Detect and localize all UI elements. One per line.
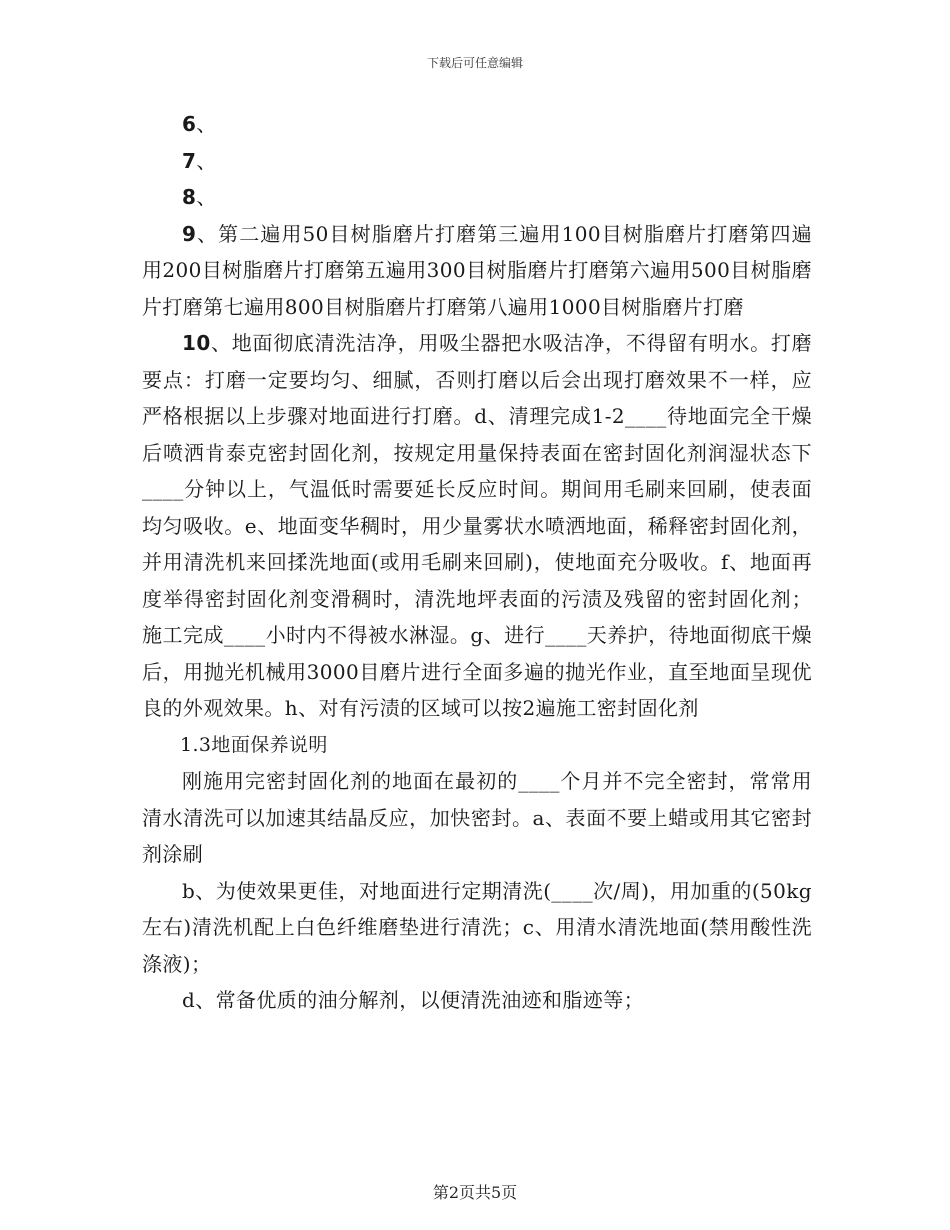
list-item-10 [142, 325, 812, 727]
list-text: 第二遍用50目树脂磨片打磨第三遍用100目树脂磨片打磨第四遍用200目树脂磨片打磨第五遍用300目树脂磨片打磨第六遍用500目树脂磨片打磨第七遍用800目树脂磨片打磨第八遍用1000目树脂磨片打磨 [142, 221, 813, 319]
list-item-6 [142, 106, 812, 143]
section-heading: 1.3地面保养说明 [180, 733, 328, 756]
list-separator: 、 [196, 221, 219, 246]
document-body [142, 106, 812, 1019]
list-separator: 、 [196, 185, 217, 209]
list-separator: 、 [196, 112, 217, 136]
list-text: 地面彻底清洗洁净，用吸尘器把水吸洁净，不得留有明水。打磨要点：打磨一定要均匀、细腻，否则打磨以后会出现打磨效果不一样，应严格根据以上步骤对地面进行打磨。d、清理完成1-2____待地面完全干燥后喷洒肯泰克密封固化剂，按规定用量保持表面在密封固化剂润湿状态下____分钟以上，气温低时需要延长反应时间。期间用毛刷来回刷，使表面均匀吸收。e、地面变华稠时，用少量雾状水喷洒地面，稀释密封固化剂，并用清洗机来回揉洗地面(或用毛刷来回刷)，使地面充分吸收。f、地面再度举得密封固化剂变滑稠时，清洗地坪表面的污渍及残留的密封固化剂；施工完成____小时内不得被水淋湿。g、进行____天养护，待地面彻底干燥后，用抛光机械用3000目磨片进行全面多遍的抛光作业，直至地面呈现优良的外观效果。h、对有污渍的区域可以按2遍施工密封固化剂 [142, 331, 812, 720]
page-header: 下载后可任意编辑 [426, 56, 523, 70]
section-paragraph: 刚施用完密封固化剂的地面在最初的____个月并不完全密封，常常用清水清洗可以加速其结晶反应，加快密封。a、表面不要上蜡或用其它密封剂涂刷 [142, 769, 812, 866]
list-number: 6 [182, 112, 197, 136]
list-item-8 [142, 179, 812, 216]
list-item-7 [142, 143, 812, 180]
list-number: 10 [182, 331, 211, 355]
page-footer: 第2页共5页 [432, 1183, 518, 1202]
section-paragraph: d、常备优质的油分解剂，以便清洗油迹和脂迹等； [182, 988, 645, 1012]
list-number: 9 [182, 221, 197, 246]
list-separator: 、 [210, 331, 232, 355]
list-number: 7 [182, 148, 197, 173]
list-item-9 [142, 216, 812, 326]
list-number: 8 [182, 185, 197, 209]
list-separator: 、 [196, 148, 217, 173]
section-paragraph: b、为使效果更佳，对地面进行定期清洗(____次/周)，用加重的(50kg左右)清洗机配上白色纤维磨垫进行清洗；c、用清水清洗地面(禁用酸性洗涤液)； [142, 878, 812, 976]
